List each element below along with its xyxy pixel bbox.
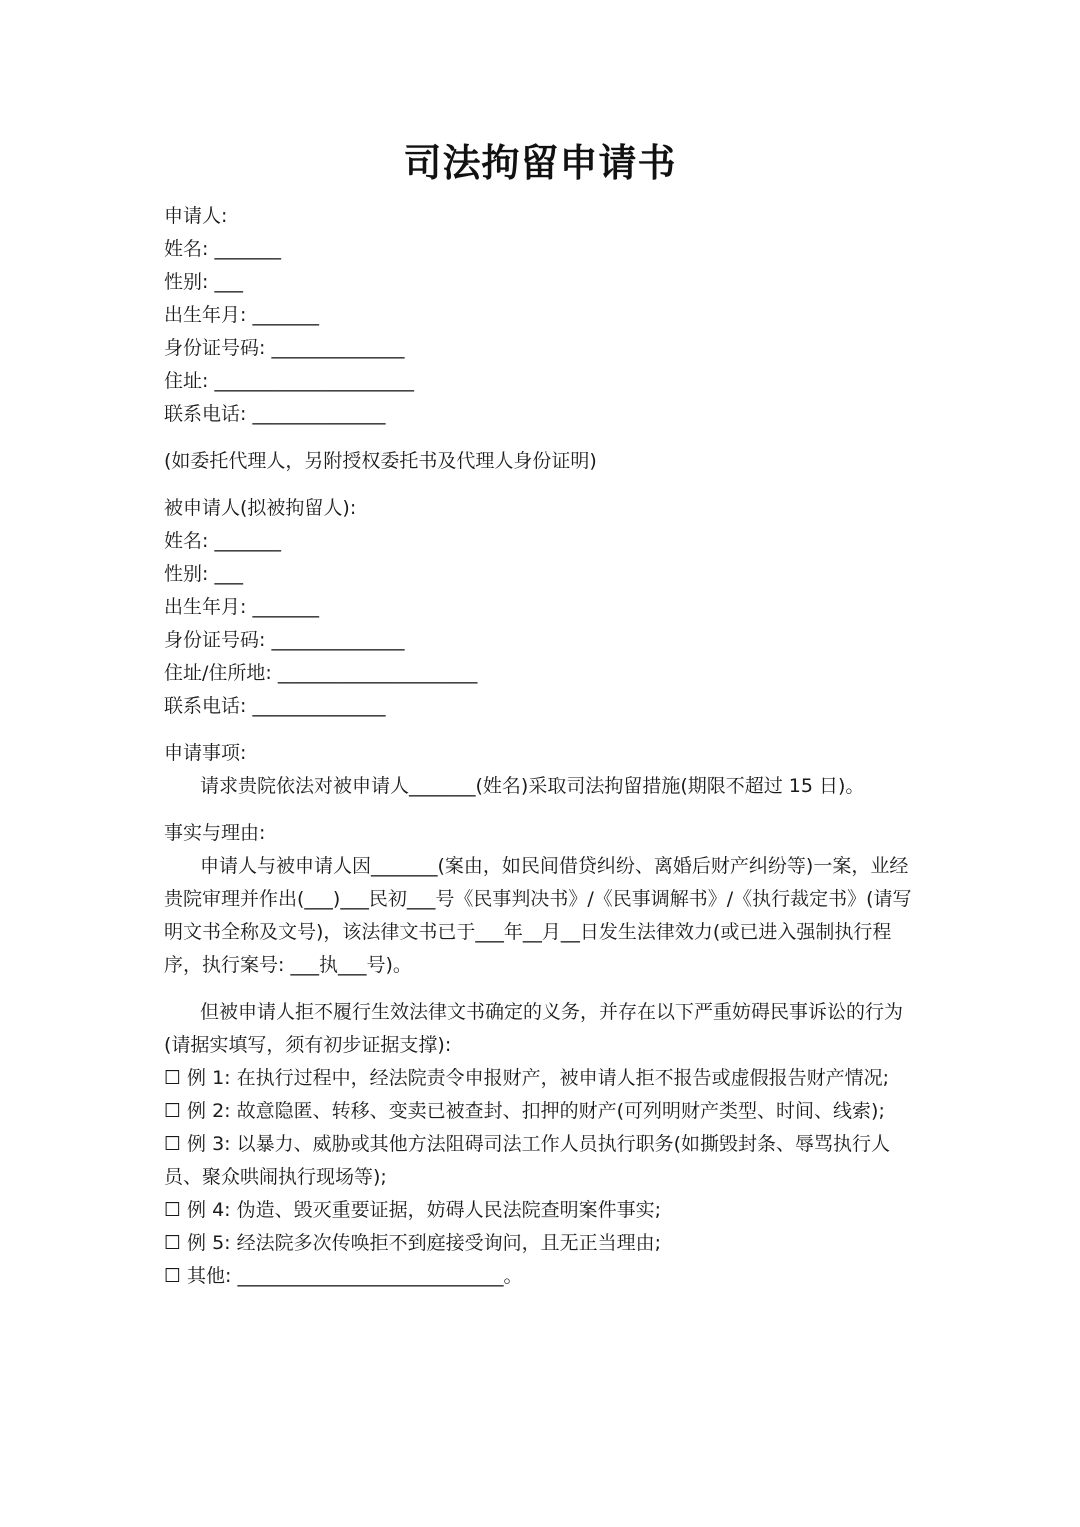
behavior-checkbox-item[interactable] <box>164 1128 924 1194</box>
respondent-birth-field: 出生年月: _______ <box>164 596 319 618</box>
respondent-id-field: 身份证号码: ______________ <box>164 629 405 651</box>
applicant-gender-field: 性别: ___ <box>164 271 243 293</box>
checkbox-label: 例 4: 伪造、毁灭重要证据，妨碍人民法院查明案件事实; <box>187 1199 662 1221</box>
respondent-header: 被申请人(拟被拘留人): <box>164 497 357 519</box>
behavior-checkbox-item-other[interactable] <box>164 1260 924 1293</box>
checkbox-label: 其他: ____________________________。 <box>187 1265 523 1287</box>
respondent-phone-field: 联系电话: ______________ <box>164 695 386 717</box>
applicant-header: 申请人: <box>164 205 228 227</box>
checkbox-label: 例 3: 以暴力、威胁或其他方法阻碍司法工作人员执行职务(如撕毁封条、辱骂执行人员、聚众哄闹执行现场等); <box>164 1133 891 1188</box>
applicant-birth-field: 出生年月: _______ <box>164 304 319 326</box>
respondent-gender-field: 性别: ___ <box>164 563 243 585</box>
applicant-phone-field: 联系电话: ______________ <box>164 403 386 425</box>
checkbox-icon[interactable]: ☐ <box>164 1232 182 1254</box>
applicant-address-field: 住址: _____________________ <box>164 370 414 392</box>
checkbox-label: 例 5: 经法院多次传唤拒不到庭接受询问，且无正当理由; <box>187 1232 662 1254</box>
checkbox-icon[interactable]: ☐ <box>164 1133 182 1155</box>
behavior-checkbox-item[interactable] <box>164 1062 924 1095</box>
behavior-checkbox-item[interactable] <box>164 1095 924 1128</box>
behavior-checkbox-item[interactable] <box>164 1227 924 1260</box>
facts-header: 事实与理由: <box>164 822 266 844</box>
checkbox-label: 例 2: 故意隐匿、转移、变卖已被查封、扣押的财产(可列明财产类型、时间、线索); <box>187 1100 885 1122</box>
respondent-name-field: 姓名: _______ <box>164 530 281 552</box>
behavior-checkbox-item[interactable] <box>164 1194 924 1227</box>
checkbox-icon[interactable]: ☐ <box>164 1199 182 1221</box>
applicant-name-field: 姓名: _______ <box>164 238 281 260</box>
applicant-id-field: 身份证号码: ______________ <box>164 337 405 359</box>
request-text: 请求贵院依法对被申请人_______(姓名)采取司法拘留措施(期限不超过 15 日)。 <box>200 775 865 797</box>
document-body <box>164 200 924 1293</box>
facts-paragraph-1: 申请人与被申请人因_______(案由，如民间借贷纠纷、离婚后财产纠纷等)一案，业经贵院审理并作出(___)___民初___号《民事判决书》/《民事调解书》/《执行裁定书》(请写明文书全称及文号)，该法律文书已于___年__月__日发生法律效力(或已进入强制执行程序，执行案号: ___执___号)。 <box>164 855 912 976</box>
checkbox-icon[interactable]: ☐ <box>164 1265 182 1287</box>
respondent-address-field: 住址/住所地: _____________________ <box>164 662 478 684</box>
checkbox-icon[interactable]: ☐ <box>164 1067 182 1089</box>
request-header: 申请事项: <box>164 742 247 764</box>
document-title: 司法拘留申请书 <box>403 141 677 185</box>
facts-paragraph-2: 但被申请人拒不履行生效法律文书确定的义务，并存在以下严重妨碍民事诉讼的行为(请据实填写，须有初步证据支撑): <box>164 1001 904 1056</box>
checkbox-icon[interactable]: ☐ <box>164 1100 182 1122</box>
agent-note: (如委托代理人，另附授权委托书及代理人身份证明) <box>164 450 597 472</box>
checkbox-label: 例 1: 在执行过程中，经法院责令申报财产，被申请人拒不报告或虚假报告财产情况; <box>187 1067 890 1089</box>
